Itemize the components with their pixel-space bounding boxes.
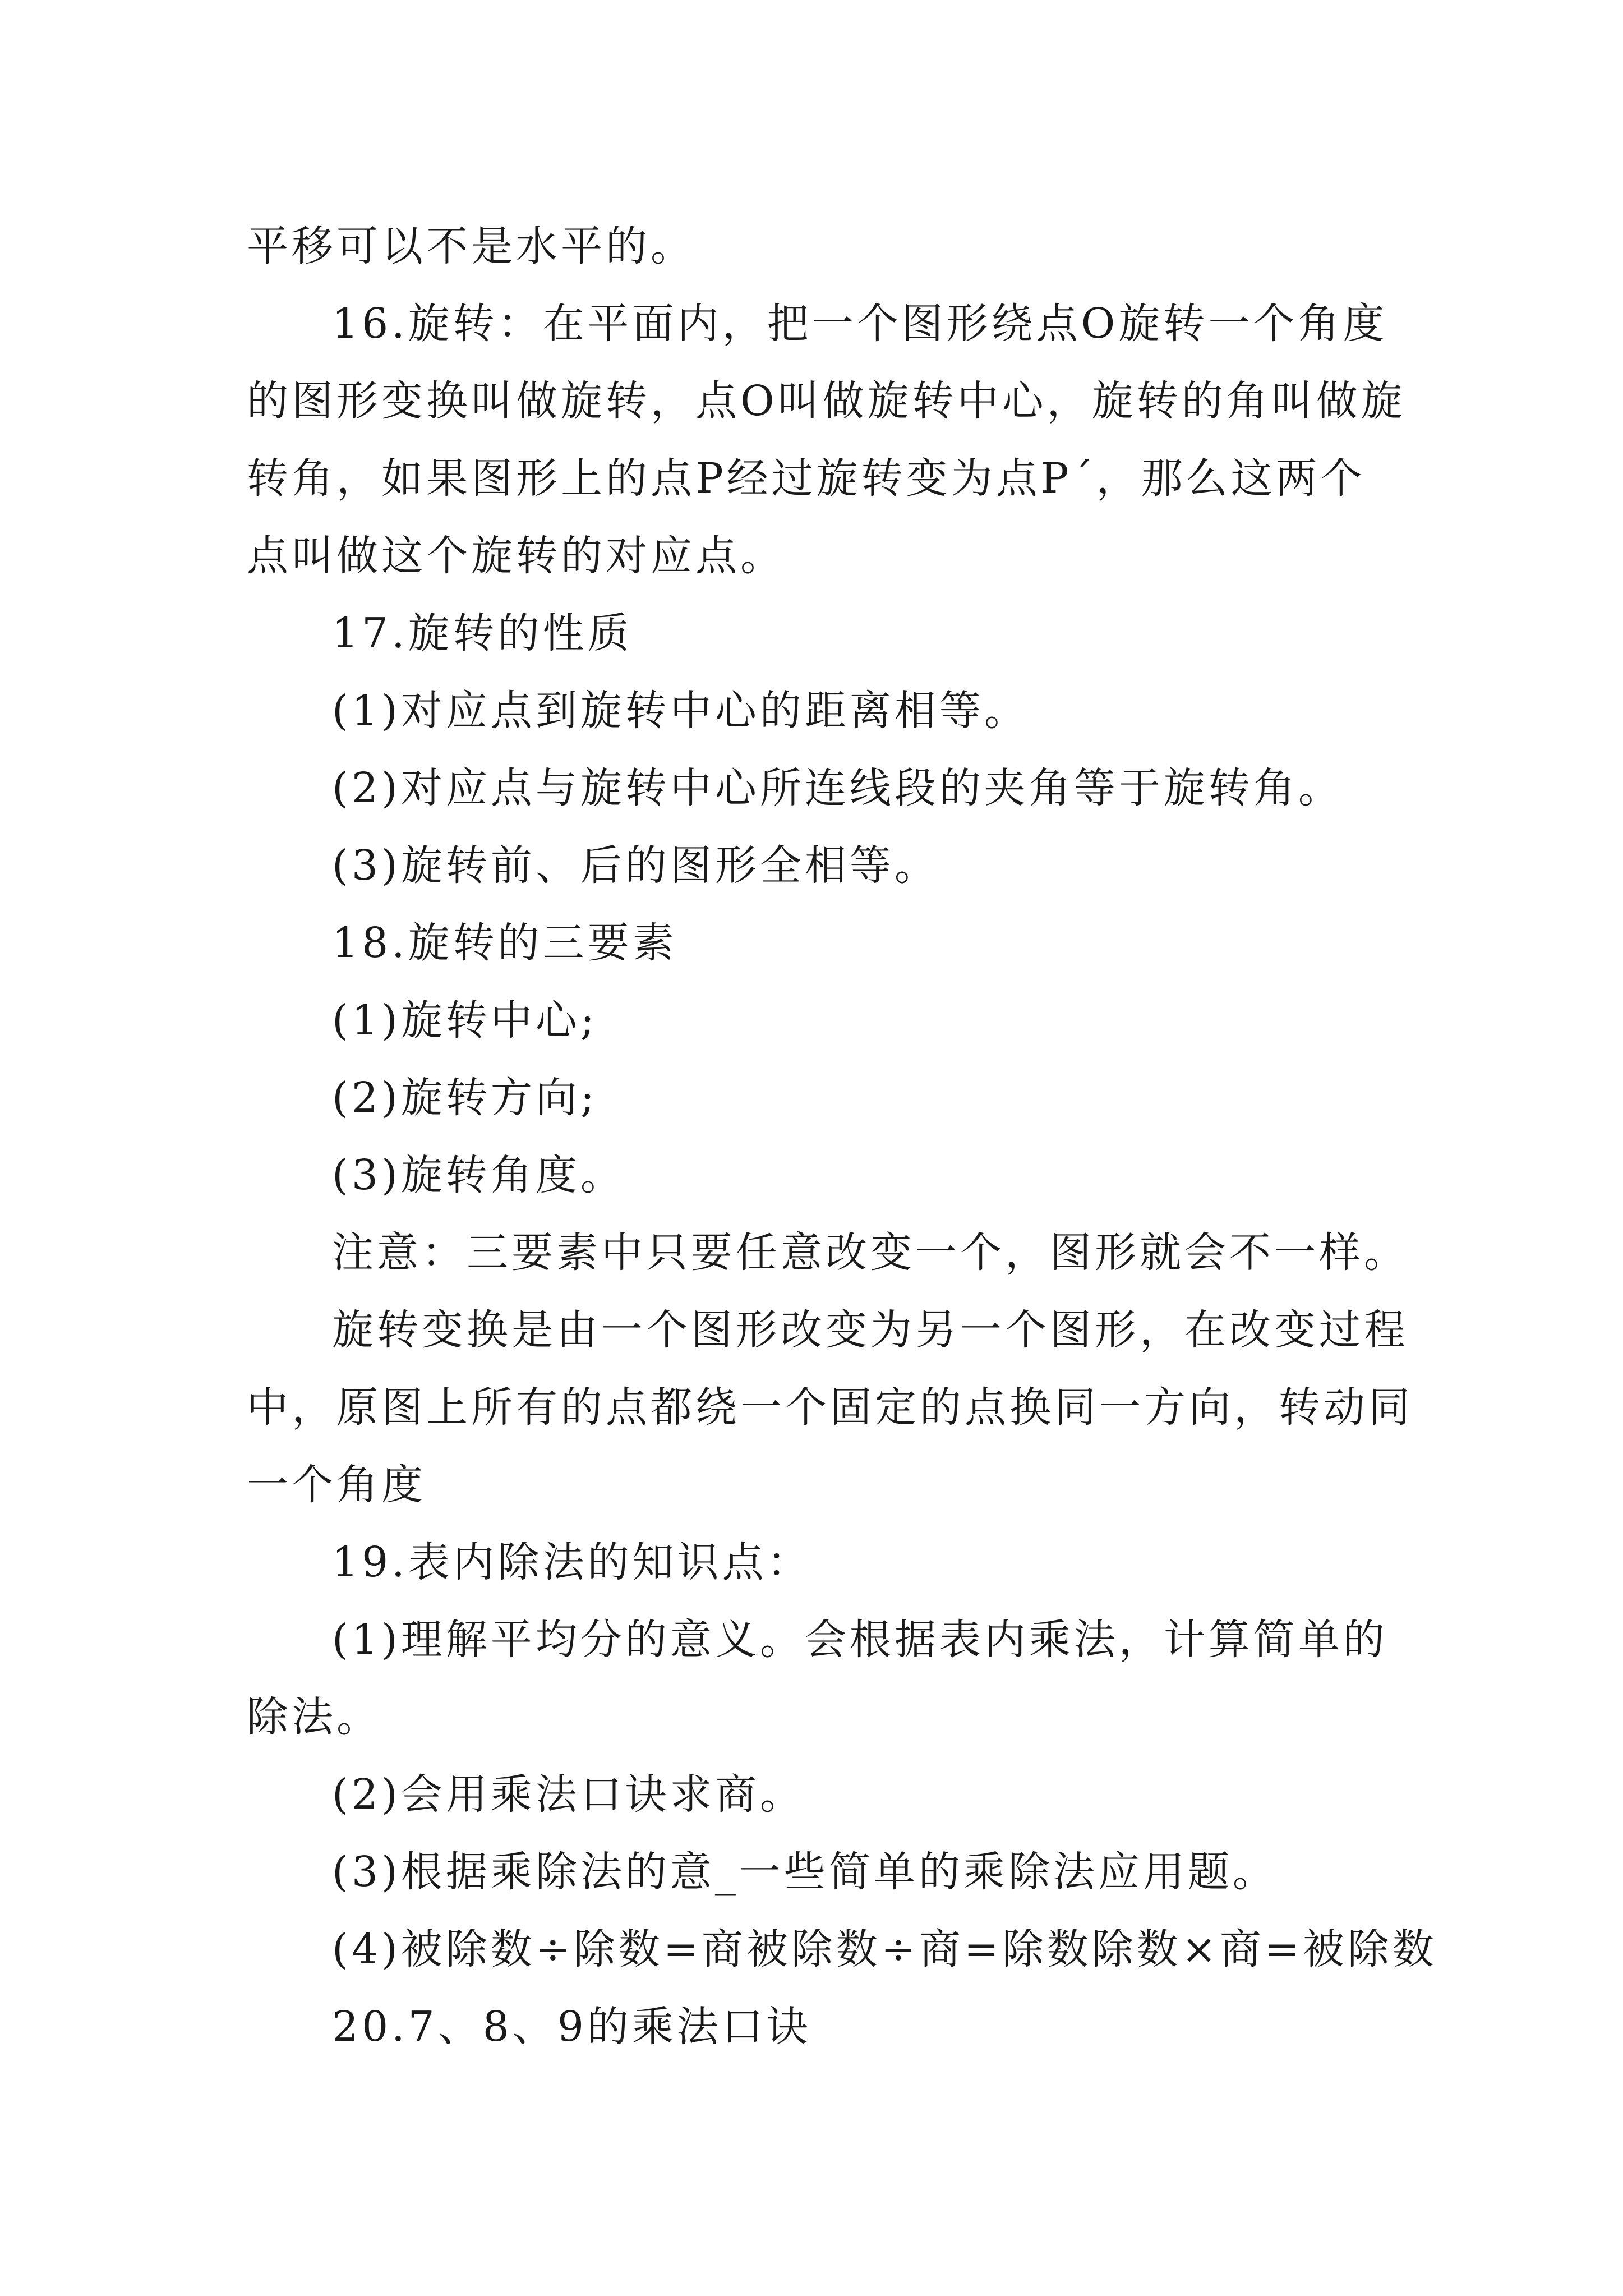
section-16-heading: 16.旋转：在平面内，把一个图形绕点O旋转一个角度 (332, 300, 1388, 348)
list-item: (1)对应点到旋转中心的距离相等。 (332, 687, 1029, 735)
note-line: 注意：三要素中只要任意改变一个，图形就会不一样。 (332, 1228, 1409, 1277)
list-item: (2)旋转方向; (332, 1074, 598, 1122)
section-20-heading: 20.7、8、9的乘法口诀 (332, 2003, 811, 2051)
list-item: (1)理解平均分的意义。会根据表内乘法，计算简单的 (332, 1616, 1388, 1664)
list-item: (2)会用乘法口诀求商。 (332, 1770, 805, 1819)
text-line: 除法。 (247, 1693, 381, 1741)
document-body (247, 208, 1437, 2065)
text-line: 平移可以不是水平的。 (247, 222, 695, 270)
list-item: (3)旋转前、后的图形全相等。 (332, 841, 939, 890)
text-line: 一个角度 (247, 1461, 426, 1509)
text-line: 中，原图上所有的点都绕一个固定的点换同一方向，转动同 (247, 1383, 1413, 1432)
text-line: 旋转变换是由一个图形改变为另一个图形，在改变过程 (332, 1306, 1409, 1354)
text-line: 的图形变换叫做旋转，点O叫做旋转中心，旋转的角叫做旋 (247, 377, 1406, 425)
text-line: 转角，如果图形上的点P经过旋转变为点P´，那么这两个 (247, 454, 1366, 503)
section-18-heading: 18.旋转的三要素 (332, 919, 677, 967)
section-19-heading: 19.表内除法的知识点： (332, 1538, 812, 1586)
list-item: (1)旋转中心; (332, 996, 598, 1045)
list-item: (4)被除数÷除数=商被除数÷商=除数除数×商=被除数 (332, 1925, 1437, 1973)
list-item: (2)对应点与旋转中心所连线段的夹角等于旋转角。 (332, 764, 1343, 812)
list-item: (3)旋转角度。 (332, 1151, 625, 1199)
section-17-heading: 17.旋转的性质 (332, 609, 633, 657)
text-line: 点叫做这个旋转的对应点。 (247, 532, 785, 580)
list-item: (3)根据乘除法的意_一些简单的乘除法应用题。 (332, 1848, 1278, 1896)
